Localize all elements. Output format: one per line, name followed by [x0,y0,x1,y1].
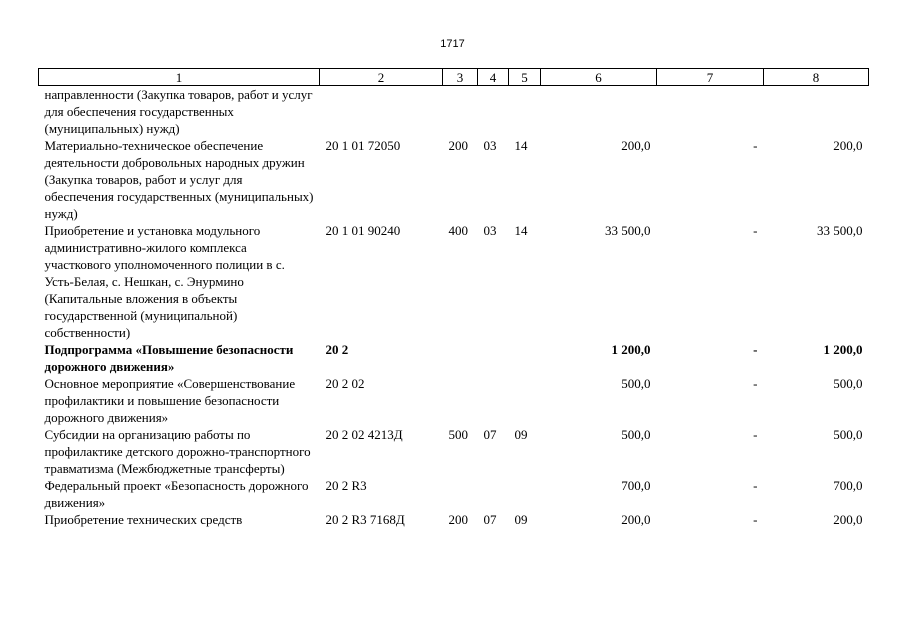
page-number: 1717 [440,38,465,50]
amount-col8: 200,0 [833,512,863,527]
col-header-4: 4 [478,69,509,86]
col-header-2: 2 [320,69,443,86]
budget-code: 20 1 01 90240 [325,223,401,238]
row-name: Основное мероприятие «Совершенствование профилактики и повышение безопасности дорожного движения» [44,376,296,425]
budget-table [38,68,869,528]
amount-col7: - [753,478,758,493]
header-row [39,69,869,86]
section [478,375,509,426]
table-row [39,222,869,341]
amount-col7: - [753,427,758,442]
budget-code: 20 2 R3 7168Д [325,512,405,527]
budget-code: 20 2 02 [325,376,365,391]
table-row [39,341,869,375]
amount-col7 [657,86,764,138]
amount-col8 [764,86,869,138]
budget-code: 20 1 01 72050 [325,138,401,153]
amount-col8: 1 200,0 [823,342,863,357]
row-name: Федеральный проект «Безопасность дорожного движения» [44,478,309,510]
section: 07 [483,512,497,527]
col-header-5: 5 [509,69,541,86]
amount-col8: 700,0 [833,478,863,493]
amount-col8: 500,0 [833,376,863,391]
budget-code: 20 2 02 4213Д [325,427,403,442]
subsection [509,477,541,511]
expense-type [443,86,478,138]
section [478,477,509,511]
expense-type [443,375,478,426]
subsection: 09 [514,512,528,527]
row-name: Приобретение и установка модульного административно-жилого комплекса участкового уполномоченного полиции в с. Усть-Белая, с. Нешкан, с. Энурмино (Капитальные вложения в объекты государственной (муниципальной) собственности) [44,223,285,340]
table-row [39,426,869,477]
amount-col6: 1 200,0 [611,342,651,357]
amount-col7: - [753,223,758,238]
expense-type: 200 [448,512,468,527]
amount-col6: 500,0 [621,376,651,391]
col-header-1: 1 [39,69,320,86]
col-header-8: 8 [764,69,869,86]
subsection: 09 [514,427,528,442]
budget-code: 20 2 [325,342,349,357]
row-name: Приобретение технических средств [44,512,243,527]
subsection: 14 [514,138,528,153]
amount-col7: - [753,342,758,357]
section: 03 [483,223,497,238]
amount-col6: 700,0 [621,478,651,493]
col-header-6: 6 [541,69,657,86]
table-row [39,86,869,138]
amount-col7: - [753,512,758,527]
row-name: Материально-техническое обеспечение деятельности добровольных народных дружин (Закупка товаров, работ и услуг для обеспечения государственных (муниципальных) нужд) [44,138,314,221]
section [478,86,509,138]
row-name: Субсидии на организацию работы по профилактике детского дорожно-транспортного травматизма (Межбюджетные трансферты) [44,427,311,476]
amount-col6 [541,86,657,138]
subsection: 14 [514,223,528,238]
row-name: направленности (Закупка товаров, работ и услуг для обеспечения государственных (муниципальных) нужд) [44,87,313,136]
row-name: Подпрограмма «Повышение безопасности дорожного движения» [44,342,294,374]
amount-col7: - [753,138,758,153]
amount-col8: 200,0 [833,138,863,153]
amount-col8: 500,0 [833,427,863,442]
col-header-7: 7 [657,69,764,86]
budget-code: 20 2 R3 [325,478,367,493]
expense-type: 400 [448,223,468,238]
amount-col7: - [753,376,758,391]
subsection [509,375,541,426]
budget-code [320,86,443,138]
expense-type: 200 [448,138,468,153]
table-row [39,477,869,511]
col-header-3: 3 [443,69,478,86]
amount-col6: 33 500,0 [605,223,651,238]
amount-col6: 200,0 [621,138,651,153]
amount-col6: 200,0 [621,512,651,527]
amount-col6: 500,0 [621,427,651,442]
expense-type [443,341,478,375]
subsection [509,86,541,138]
table-row [39,137,869,222]
expense-type [443,477,478,511]
table-row [39,375,869,426]
expense-type: 500 [448,427,468,442]
section [478,341,509,375]
subsection [509,341,541,375]
table-row [39,511,869,528]
section: 07 [483,427,497,442]
section: 03 [483,138,497,153]
amount-col8: 33 500,0 [817,223,863,238]
